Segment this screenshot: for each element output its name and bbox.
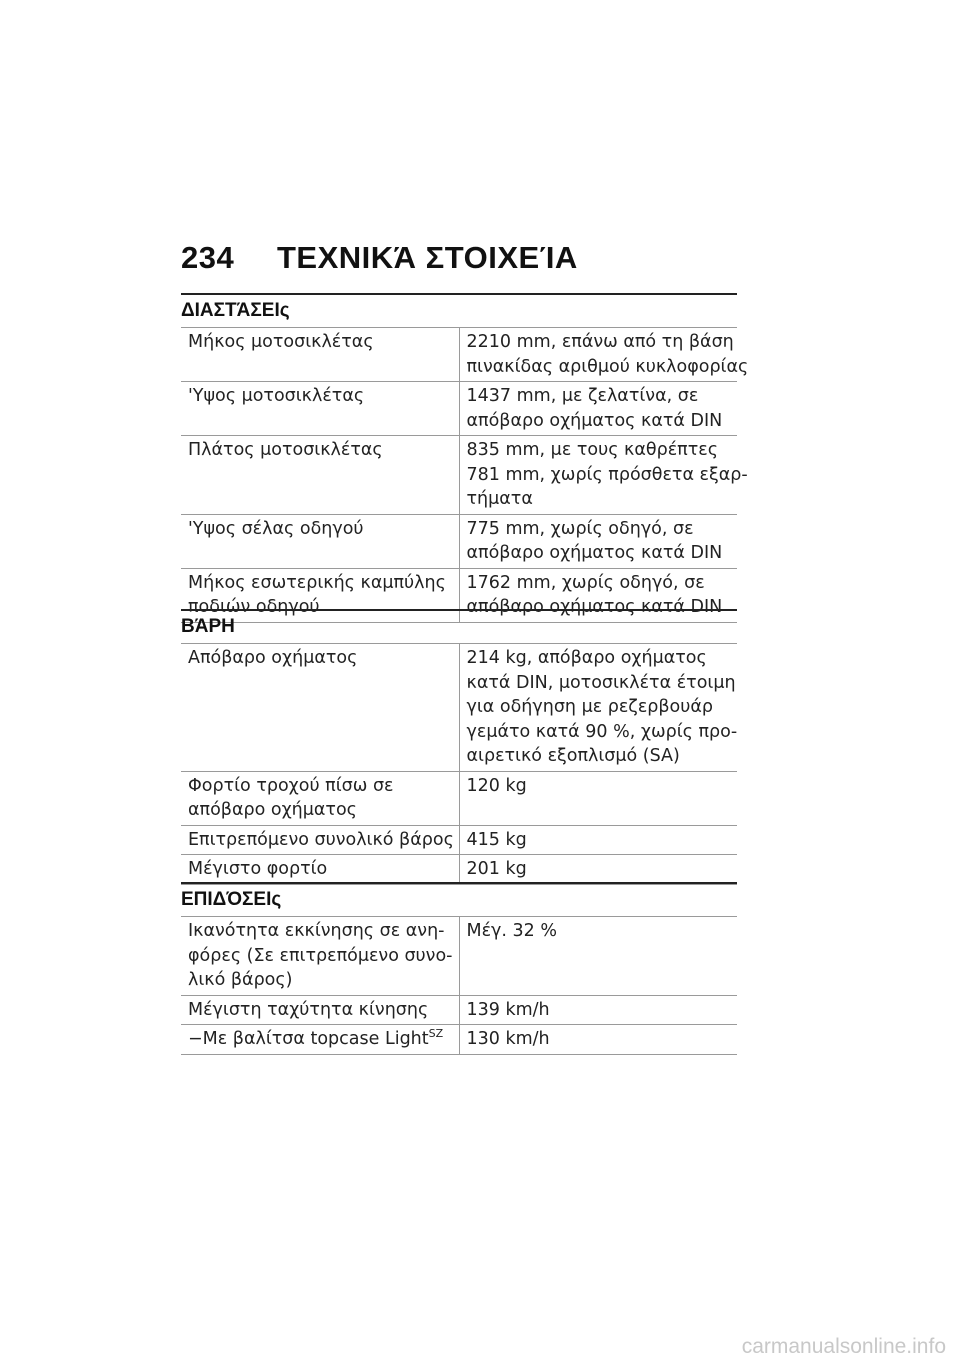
section-title: ΔΙΑΣΤΆΣΕΙς	[181, 300, 290, 321]
spec-value	[459, 771, 737, 825]
spec-value-line: για οδήγηση με ρεζερβουάρ	[466, 697, 714, 717]
spec-label-line: Επιτρεπόμενο συνολικό βάρος	[188, 829, 454, 850]
spec-value	[459, 328, 749, 382]
spec-label-line: Πλάτος μοτοσικλέτας	[188, 440, 383, 460]
spec-label	[181, 644, 459, 772]
spec-label-line: −Με βαλίτσα topcase Light	[188, 1029, 429, 1049]
spec-value-line: 120 kg	[466, 775, 527, 796]
spec-row	[181, 825, 737, 855]
spec-label	[181, 917, 459, 996]
spec-value-line: Μέγ. 32 %	[466, 921, 557, 941]
spec-value-line: 214 kg, απόβαρο οχήματος	[466, 648, 707, 668]
spec-row	[181, 771, 737, 825]
section-title: ΕΠΙΔΌΣΕΙς	[181, 889, 282, 910]
spec-label-line: Ικανότητα εκκίνησης σε ανη-	[188, 921, 445, 941]
spec-value-line: 2210 mm, επάνω από τη βάση	[466, 332, 734, 352]
spec-value-line: απόβαρο οχήματος κατά DIN	[466, 597, 723, 617]
spec-value-line: 1437 mm, με ζελατίνα, σε	[466, 386, 699, 406]
spec-label-line: Φορτίο τροχού πίσω σε	[188, 775, 394, 796]
spec-value-line: 130 km/h	[466, 1029, 550, 1049]
spec-value-line: τήματα	[466, 489, 533, 509]
spec-label	[181, 382, 459, 436]
spec-label-line: λικό βάρος)	[188, 970, 293, 990]
spec-label-line: ποδιών οδηγού	[188, 597, 320, 617]
section-title: ΒΆΡΗ	[181, 616, 235, 637]
spec-value	[459, 382, 737, 436]
spec-table	[181, 643, 737, 885]
section-weights	[181, 609, 737, 885]
spec-value	[459, 825, 737, 855]
spec-label	[181, 514, 459, 568]
spec-row	[181, 328, 737, 382]
spec-value-line: 139 km/h	[466, 999, 550, 1020]
spec-table	[181, 327, 749, 623]
spec-row	[181, 995, 737, 1025]
spec-value-line: 781 mm, χωρίς πρόσθετα εξαρ-	[466, 464, 748, 485]
spec-row	[181, 1025, 737, 1055]
spec-label-line: απόβαρο οχήματος	[188, 800, 357, 820]
spec-label-line: Μήκος εσωτερικής καμπύλης	[188, 572, 446, 593]
spec-value	[459, 514, 737, 568]
spec-label	[181, 436, 459, 515]
spec-label-line: Απόβαρο οχήματος	[188, 648, 358, 668]
spec-row	[181, 855, 737, 885]
spec-value-line: 775 mm, χωρίς οδηγό, σε	[466, 518, 694, 539]
section-dimensions	[181, 293, 749, 623]
spec-value-line: κατά DIN, μοτοσικλέτα έτοιμη	[466, 672, 736, 693]
spec-value-line: αιρετικό εξοπλισμό (SA)	[466, 746, 680, 766]
spec-row	[181, 436, 737, 515]
spec-label	[181, 1025, 459, 1055]
spec-label	[181, 825, 459, 855]
spec-table	[181, 916, 737, 1055]
spec-row	[181, 382, 737, 436]
spec-value	[459, 1025, 737, 1055]
spec-value	[459, 995, 737, 1025]
spec-label-line: Μέγιστο φορτίο	[188, 859, 328, 879]
spec-label-superscript: SZ	[428, 1027, 444, 1040]
spec-value-line: 201 kg	[466, 859, 527, 879]
spec-label-line: Μέγιστη ταχύτητα κίνησης	[188, 999, 429, 1020]
spec-value-line: 1762 mm, χωρίς οδηγό, σε	[466, 572, 705, 593]
spec-label-line: 'Υψος μοτοσικλέτας	[188, 386, 365, 406]
spec-label	[181, 855, 459, 885]
spec-label	[181, 328, 459, 382]
spec-value	[459, 917, 737, 996]
chapter-title: ΤΕΧΝΙΚΆ ΣΤΟΙΧΕΊΑ	[277, 240, 578, 275]
spec-row	[181, 917, 737, 996]
spec-value-line: 835 mm, με τους καθρέπτες	[466, 440, 718, 460]
spec-value	[459, 436, 748, 515]
spec-value-line: απόβαρο οχήματος κατά DIN	[466, 410, 723, 431]
spec-value-line: 415 kg	[466, 829, 527, 850]
spec-value	[459, 644, 737, 772]
spec-label	[181, 771, 459, 825]
spec-label-line: 'Υψος σέλας οδηγού	[188, 518, 364, 539]
spec-row	[181, 644, 737, 772]
spec-value-line: απόβαρο οχήματος κατά DIN	[466, 543, 723, 563]
watermark: carmanualsonline.info	[741, 1335, 946, 1358]
spec-label-line: φόρες (Σε επιτρεπόμενο συνο-	[188, 945, 453, 966]
page-number: 234	[181, 240, 235, 275]
spec-label	[181, 995, 459, 1025]
spec-row	[181, 514, 737, 568]
spec-label-line: Μήκος μοτοσικλέτας	[188, 332, 374, 352]
spec-value-line: γεμάτο κατά 90 %, χωρίς προ-	[466, 721, 738, 742]
page-header	[181, 240, 741, 276]
section-performance	[181, 882, 737, 1055]
spec-value-line: πινακίδας αριθμού κυκλοφορίας	[466, 356, 749, 377]
spec-value	[459, 855, 737, 885]
